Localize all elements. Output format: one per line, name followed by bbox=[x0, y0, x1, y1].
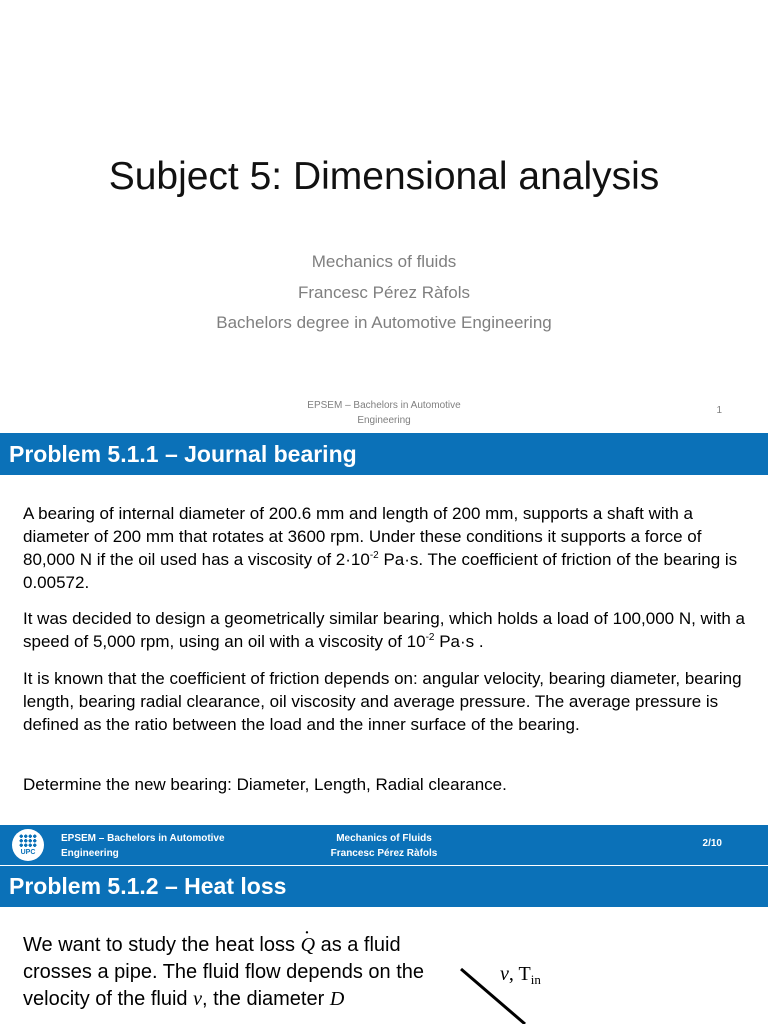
footer-left bbox=[61, 831, 261, 861]
slide1-footer bbox=[284, 398, 484, 428]
slide1-page-number: 1 bbox=[716, 405, 722, 416]
p2-text-a: It was decided to design a geometrically similar bearing, which holds a load of 100,000 N, with a speed of 5,000 rpm, using an oil with a viscosity of 10 bbox=[23, 609, 745, 651]
footer-mid-line2: Francesc Pérez Ràfols bbox=[330, 848, 438, 859]
footer-middle bbox=[284, 831, 484, 861]
problem-511-para2 bbox=[23, 607, 751, 653]
heat-text-3: , the diameter bbox=[201, 988, 330, 1010]
inlet-label bbox=[500, 963, 541, 988]
upc-logo bbox=[12, 829, 44, 861]
inlet-temp-sub: in bbox=[530, 972, 541, 987]
diameter-symbol: D bbox=[329, 988, 345, 1010]
heat-text-1: We want to study the heat loss bbox=[23, 934, 301, 956]
p2-superscript: -2 bbox=[425, 632, 435, 643]
paragraph-4: Determine the new bearing: Diameter, Length, Radial clearance. bbox=[23, 775, 507, 794]
course-name: Mechanics of fluids bbox=[311, 252, 457, 271]
footer-mid-line1: Mechanics of Fluids bbox=[336, 833, 432, 844]
heat-symbol-q: · Q bbox=[301, 932, 315, 959]
problem-511-body bbox=[23, 502, 751, 594]
degree-name: Bachelors degree in Automotive Engineering bbox=[216, 313, 552, 332]
problem-511-heading: Problem 5.1.1 – Journal bearing bbox=[0, 433, 768, 475]
logo-text: UPC bbox=[20, 849, 36, 856]
slide1-footer-line1: EPSEM – Bachelors in Automotive bbox=[307, 400, 461, 411]
p1-text-b: Pa·s. The coefficient of friction of the bearing is 0.00572. bbox=[23, 550, 738, 592]
title-slide bbox=[0, 0, 768, 432]
inlet-temp: , T bbox=[508, 963, 531, 985]
problem-511-para3 bbox=[23, 667, 751, 736]
paragraph-1 bbox=[23, 502, 751, 594]
author-name: Francesc Pérez Ràfols bbox=[298, 283, 470, 302]
logo-dots bbox=[19, 834, 37, 848]
heat-text-2: as a fluid crosses a pipe. The fluid flow depends on the velocity of the fluid bbox=[23, 934, 424, 1010]
footer-left-line2: Engineering bbox=[61, 848, 119, 859]
footer-page-number: 2/10 bbox=[702, 838, 722, 849]
p2-text-b: Pa·s . bbox=[434, 632, 484, 651]
p1-text-a: A bearing of internal diameter of 200.6 mm and length of 200 mm, supports a shaft with a diameter of 200 mm that rotates at 3600 rpm. Under these conditions it supports a force of 80,000 N if the oil used has a viscosity of 2·10 bbox=[23, 504, 702, 569]
paragraph-2 bbox=[23, 607, 751, 653]
p1-superscript: -2 bbox=[369, 550, 379, 561]
footer-left-line1: EPSEM – Bachelors in Automotive bbox=[61, 833, 225, 844]
slide-title: Subject 5: Dimensional analysis bbox=[108, 155, 660, 198]
problem-512-body bbox=[23, 932, 443, 1013]
inlet-velocity: v bbox=[500, 963, 509, 985]
paragraph-3: It is known that the coefficient of friction depends on: angular velocity, bearing diameter, bearing length, bearing radial clearance, oil viscosity and average pressure. The average pressure is defined as the ratio between the load and the inner surface of the bearing. bbox=[23, 669, 742, 734]
slide1-footer-line2: Engineering bbox=[357, 415, 411, 426]
slide2-footer-bar bbox=[0, 825, 768, 865]
velocity-symbol: v bbox=[193, 988, 202, 1010]
problem-511-para4 bbox=[23, 773, 751, 796]
problem-512-heading: Problem 5.1.2 – Heat loss bbox=[0, 866, 768, 907]
